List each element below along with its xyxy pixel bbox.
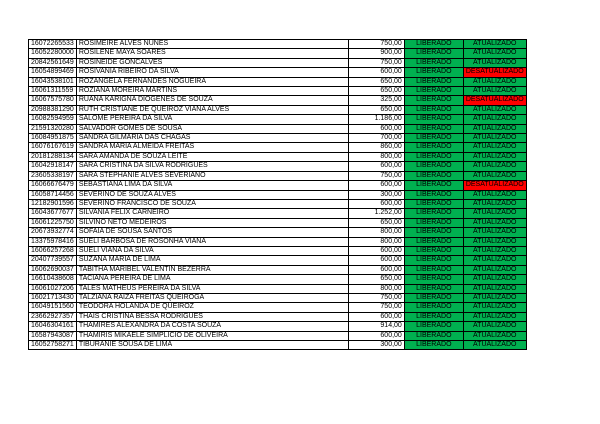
name-cell[interactable]: ROZANGELA FERNANDES NOGUEIRA xyxy=(76,77,348,86)
status-cell[interactable]: ATUALIZADO xyxy=(463,143,526,152)
name-cell[interactable]: SALVADOR GOMES DE SOUSA xyxy=(76,124,348,133)
liberado-cell[interactable]: LIBERADO xyxy=(404,115,463,124)
name-cell[interactable]: ROZIANA MOREIRA MARTINS xyxy=(76,87,348,96)
status-cell[interactable]: ATUALIZADO xyxy=(463,293,526,302)
id-cell[interactable]: 16021713430 xyxy=(29,293,77,302)
table-row xyxy=(29,58,527,67)
id-cell[interactable]: 16042918147 xyxy=(29,162,77,171)
liberado-cell[interactable]: LIBERADO xyxy=(404,181,463,190)
status-cell[interactable]: ATUALIZADO xyxy=(463,105,526,114)
value-cell[interactable]: 325,00 xyxy=(348,96,404,105)
value-cell[interactable]: 800,00 xyxy=(348,237,404,246)
table-row xyxy=(29,275,527,284)
table-row xyxy=(29,284,527,293)
table-row xyxy=(29,237,527,246)
table-row xyxy=(29,115,527,124)
name-cell[interactable]: TALES MATHEUS PEREIRA DA SILVA xyxy=(76,284,348,293)
liberado-cell[interactable]: LIBERADO xyxy=(404,284,463,293)
id-cell[interactable]: 13375978416 xyxy=(29,237,77,246)
name-cell[interactable]: TEODORA HOLANDA DE QUEIROZ xyxy=(76,303,348,312)
status-cell[interactable]: ATUALIZADO xyxy=(463,58,526,67)
value-cell[interactable]: 600,00 xyxy=(348,312,404,321)
value-cell[interactable]: 750,00 xyxy=(348,58,404,67)
status-cell[interactable]: ATUALIZADO xyxy=(463,237,526,246)
id-cell[interactable]: 16076167619 xyxy=(29,143,77,152)
status-cell[interactable]: ATUALIZADO xyxy=(463,77,526,86)
liberado-cell[interactable]: LIBERADO xyxy=(404,143,463,152)
id-cell[interactable]: 16066257268 xyxy=(29,246,77,255)
value-cell[interactable]: 750,00 xyxy=(348,303,404,312)
id-cell[interactable]: 16049151560 xyxy=(29,303,77,312)
name-cell[interactable]: RUANA KARIGNA DIOGENES DE SOUZA xyxy=(76,96,348,105)
value-cell[interactable]: 800,00 xyxy=(348,228,404,237)
status-cell[interactable]: ATUALIZADO xyxy=(463,162,526,171)
status-cell[interactable]: ATUALIZADO xyxy=(463,284,526,293)
id-cell[interactable]: 16043538101 xyxy=(29,77,77,86)
status-cell[interactable]: ATUALIZADO xyxy=(463,312,526,321)
liberado-cell[interactable]: LIBERADO xyxy=(404,199,463,208)
table-row xyxy=(29,218,527,227)
value-cell[interactable]: 600,00 xyxy=(348,256,404,265)
id-cell[interactable]: 16072265533 xyxy=(29,40,77,49)
liberado-cell[interactable]: LIBERADO xyxy=(404,49,463,58)
status-cell[interactable]: ATUALIZADO xyxy=(463,218,526,227)
value-cell[interactable]: 750,00 xyxy=(348,293,404,302)
liberado-cell[interactable]: LIBERADO xyxy=(404,77,463,86)
name-cell[interactable]: SALOME PEREIRA DA SILVA xyxy=(76,115,348,124)
liberado-cell[interactable]: LIBERADO xyxy=(404,209,463,218)
name-cell[interactable]: SILVANIA FELIX CARNEIRO xyxy=(76,209,348,218)
name-cell[interactable]: RUTH CRISTIANE DE QUEIROZ VIANA ALVES xyxy=(76,105,348,114)
status-cell[interactable]: DESATUALIZADO xyxy=(463,181,526,190)
id-cell[interactable]: 20842561649 xyxy=(29,58,77,67)
id-cell[interactable]: 21591320280 xyxy=(29,124,77,133)
id-cell[interactable]: 20988381290 xyxy=(29,105,77,114)
liberado-cell[interactable]: LIBERADO xyxy=(404,218,463,227)
name-cell[interactable]: THAMIRIS MIKAELE SIMPLICIO DE OLIVEIRA xyxy=(76,331,348,340)
table-row xyxy=(29,68,527,77)
liberado-cell[interactable]: LIBERADO xyxy=(404,96,463,105)
status-cell[interactable]: ATUALIZADO xyxy=(463,322,526,331)
table-row xyxy=(29,199,527,208)
value-cell[interactable]: 600,00 xyxy=(348,124,404,133)
table-row xyxy=(29,181,527,190)
name-cell[interactable]: THAIS CRISTINA BESSA RODRIGUES xyxy=(76,312,348,321)
value-cell[interactable]: 650,00 xyxy=(348,77,404,86)
id-cell[interactable]: 16061027206 xyxy=(29,284,77,293)
liberado-cell[interactable]: LIBERADO xyxy=(404,265,463,274)
table-row xyxy=(29,341,527,350)
table-row xyxy=(29,322,527,331)
value-cell[interactable]: 600,00 xyxy=(348,199,404,208)
liberado-cell[interactable]: LIBERADO xyxy=(404,190,463,199)
id-cell[interactable]: 20673932774 xyxy=(29,228,77,237)
table-row xyxy=(29,171,527,180)
status-cell[interactable]: ATUALIZADO xyxy=(463,246,526,255)
liberado-cell[interactable]: LIBERADO xyxy=(404,312,463,321)
liberado-cell[interactable]: LIBERADO xyxy=(404,134,463,143)
id-cell[interactable]: 16046304161 xyxy=(29,322,77,331)
table-row xyxy=(29,152,527,161)
value-cell[interactable]: 600,00 xyxy=(348,181,404,190)
status-cell[interactable]: ATUALIZADO xyxy=(463,171,526,180)
table-row xyxy=(29,77,527,86)
value-cell[interactable]: 650,00 xyxy=(348,218,404,227)
value-cell[interactable]: 650,00 xyxy=(348,87,404,96)
liberado-cell[interactable]: LIBERADO xyxy=(404,40,463,49)
name-cell[interactable]: SEBASTIANA LIMA DA SILVA xyxy=(76,181,348,190)
status-cell[interactable]: ATUALIZADO xyxy=(463,209,526,218)
table-row xyxy=(29,209,527,218)
table-row xyxy=(29,105,527,114)
id-cell[interactable]: 16043677677 xyxy=(29,209,77,218)
id-cell[interactable]: 16610438608 xyxy=(29,275,77,284)
id-cell[interactable]: 16058714456 xyxy=(29,190,77,199)
status-cell[interactable]: ATUALIZADO xyxy=(463,199,526,208)
status-cell[interactable]: ATUALIZADO xyxy=(463,303,526,312)
liberado-cell[interactable]: LIBERADO xyxy=(404,228,463,237)
value-cell[interactable]: 650,00 xyxy=(348,105,404,114)
table-row xyxy=(29,40,527,49)
name-cell[interactable]: TABITHA MARIBEL VALENTIN BEZERRA xyxy=(76,265,348,274)
id-cell[interactable]: 16062690037 xyxy=(29,265,77,274)
status-cell[interactable]: ATUALIZADO xyxy=(463,134,526,143)
name-cell[interactable]: ROSIVANIA RIBEIRO DA SILVA xyxy=(76,68,348,77)
value-cell[interactable]: 700,00 xyxy=(348,134,404,143)
name-cell[interactable]: SARA CRISTINA DA SILVA RODRIGUES xyxy=(76,162,348,171)
name-cell[interactable]: ROSINEIDE GONCALVES xyxy=(76,58,348,67)
name-cell[interactable]: SEVERINO FRANCISCO DE SOUZA xyxy=(76,199,348,208)
value-cell[interactable]: 600,00 xyxy=(348,246,404,255)
table-row xyxy=(29,256,527,265)
liberado-cell[interactable]: LIBERADO xyxy=(404,124,463,133)
name-cell[interactable]: ROSIMEIRE ALVES NUNES xyxy=(76,40,348,49)
value-cell[interactable]: 1.252,00 xyxy=(348,209,404,218)
table-row xyxy=(29,293,527,302)
liberado-cell[interactable]: LIBERADO xyxy=(404,303,463,312)
liberado-cell[interactable]: LIBERADO xyxy=(404,246,463,255)
value-cell[interactable]: 914,00 xyxy=(348,322,404,331)
status-cell[interactable]: ATUALIZADO xyxy=(463,115,526,124)
liberado-cell[interactable]: LIBERADO xyxy=(404,256,463,265)
value-cell[interactable]: 900,00 xyxy=(348,49,404,58)
table-row xyxy=(29,49,527,58)
id-cell[interactable]: 20407739557 xyxy=(29,256,77,265)
name-cell[interactable]: TALZIANA RAIZA FREITAS QUEIROGA xyxy=(76,293,348,302)
liberado-cell[interactable]: LIBERADO xyxy=(404,58,463,67)
value-cell[interactable]: 600,00 xyxy=(348,162,404,171)
id-cell[interactable]: 20181288134 xyxy=(29,152,77,161)
table-row xyxy=(29,96,527,105)
table-row xyxy=(29,312,527,321)
table-row xyxy=(29,228,527,237)
status-cell[interactable]: ATUALIZADO xyxy=(463,87,526,96)
name-cell[interactable]: SARA STEPHANIE ALVES SEVERIANO xyxy=(76,171,348,180)
table-row xyxy=(29,162,527,171)
liberado-cell[interactable]: LIBERADO xyxy=(404,171,463,180)
value-cell[interactable]: 1.186,00 xyxy=(348,115,404,124)
table-row xyxy=(29,190,527,199)
value-cell[interactable]: 300,00 xyxy=(348,341,404,350)
liberado-cell[interactable]: LIBERADO xyxy=(404,152,463,161)
table-row xyxy=(29,124,527,133)
id-cell[interactable]: 16067575780 xyxy=(29,96,77,105)
name-cell[interactable]: SUELI BARBOSA DE ROSONHA VIANA xyxy=(76,237,348,246)
id-cell[interactable]: 16052758271 xyxy=(29,341,77,350)
id-cell[interactable]: 16061311559 xyxy=(29,87,77,96)
value-cell[interactable]: 600,00 xyxy=(348,265,404,274)
status-cell[interactable]: ATUALIZADO xyxy=(463,265,526,274)
name-cell[interactable]: SUZANA MARIA DE LIMA xyxy=(76,256,348,265)
table-row xyxy=(29,265,527,274)
name-cell[interactable]: SUELI VIANA DA SILVA xyxy=(76,246,348,255)
status-cell[interactable]: DESATUALIZADO xyxy=(463,96,526,105)
id-cell[interactable]: 12182901596 xyxy=(29,199,77,208)
status-cell[interactable]: ATUALIZADO xyxy=(463,341,526,350)
status-cell[interactable]: ATUALIZADO xyxy=(463,275,526,284)
id-cell[interactable]: 23605338197 xyxy=(29,171,77,180)
value-cell[interactable]: 860,00 xyxy=(348,143,404,152)
name-cell[interactable]: SOFAIA DE SOUSA SANTOS xyxy=(76,228,348,237)
name-cell[interactable]: SANDRA MARIA ALMEIDA FREITAS xyxy=(76,143,348,152)
liberado-cell[interactable]: LIBERADO xyxy=(404,87,463,96)
status-cell[interactable]: ATUALIZADO xyxy=(463,190,526,199)
value-cell[interactable]: 650,00 xyxy=(348,275,404,284)
liberado-cell[interactable]: LIBERADO xyxy=(404,68,463,77)
id-cell[interactable]: 16066676479 xyxy=(29,181,77,190)
liberado-cell[interactable]: LIBERADO xyxy=(404,341,463,350)
table-row xyxy=(29,303,527,312)
liberado-cell[interactable]: LIBERADO xyxy=(404,331,463,340)
liberado-cell[interactable]: LIBERADO xyxy=(404,105,463,114)
name-cell[interactable]: SARA AMANDA DE SOUZA LEITE xyxy=(76,152,348,161)
id-cell[interactable]: 16082594959 xyxy=(29,115,77,124)
id-cell[interactable]: 16084951875 xyxy=(29,134,77,143)
liberado-cell[interactable]: LIBERADO xyxy=(404,237,463,246)
beneficiary-table xyxy=(28,39,527,350)
value-cell[interactable]: 600,00 xyxy=(348,331,404,340)
id-cell[interactable]: 16052280000 xyxy=(29,49,77,58)
value-cell[interactable]: 300,00 xyxy=(348,190,404,199)
id-cell[interactable]: 16061225750 xyxy=(29,218,77,227)
status-cell[interactable]: ATUALIZADO xyxy=(463,124,526,133)
liberado-cell[interactable]: LIBERADO xyxy=(404,162,463,171)
name-cell[interactable]: TACIANA PEREIRA DE LIMA xyxy=(76,275,348,284)
table-row xyxy=(29,87,527,96)
table-row xyxy=(29,134,527,143)
liberado-cell[interactable]: LIBERADO xyxy=(404,322,463,331)
status-cell[interactable]: ATUALIZADO xyxy=(463,49,526,58)
status-cell[interactable]: ATUALIZADO xyxy=(463,331,526,340)
value-cell[interactable]: 600,00 xyxy=(348,68,404,77)
name-cell[interactable]: SILVINO NETO MEDEIROS xyxy=(76,218,348,227)
name-cell[interactable]: THAMIRES ALEXANDRA DA COSTA SOUZA xyxy=(76,322,348,331)
table-row xyxy=(29,246,527,255)
table-row xyxy=(29,143,527,152)
id-cell[interactable]: 16587943087 xyxy=(29,331,77,340)
value-cell[interactable]: 750,00 xyxy=(348,171,404,180)
status-cell[interactable]: DESATUALIZADO xyxy=(463,68,526,77)
status-cell[interactable]: ATUALIZADO xyxy=(463,40,526,49)
table-body xyxy=(29,40,527,350)
value-cell[interactable]: 800,00 xyxy=(348,284,404,293)
table-row xyxy=(29,331,527,340)
name-cell[interactable]: TIBURANIE SOUSA DE LIMA xyxy=(76,341,348,350)
id-cell[interactable]: 16054899469 xyxy=(29,68,77,77)
liberado-cell[interactable]: LIBERADO xyxy=(404,275,463,284)
id-cell[interactable]: 23662927357 xyxy=(29,312,77,321)
status-cell[interactable]: ATUALIZADO xyxy=(463,152,526,161)
status-cell[interactable]: ATUALIZADO xyxy=(463,256,526,265)
name-cell[interactable]: ROSILENE MAYA SOARES xyxy=(76,49,348,58)
liberado-cell[interactable]: LIBERADO xyxy=(404,293,463,302)
name-cell[interactable]: SANDRA GILMARIA DAS CHAGAS xyxy=(76,134,348,143)
value-cell[interactable]: 800,00 xyxy=(348,152,404,161)
value-cell[interactable]: 750,00 xyxy=(348,40,404,49)
status-cell[interactable]: ATUALIZADO xyxy=(463,228,526,237)
name-cell[interactable]: SEVERINO DE SOUZA ALVES xyxy=(76,190,348,199)
